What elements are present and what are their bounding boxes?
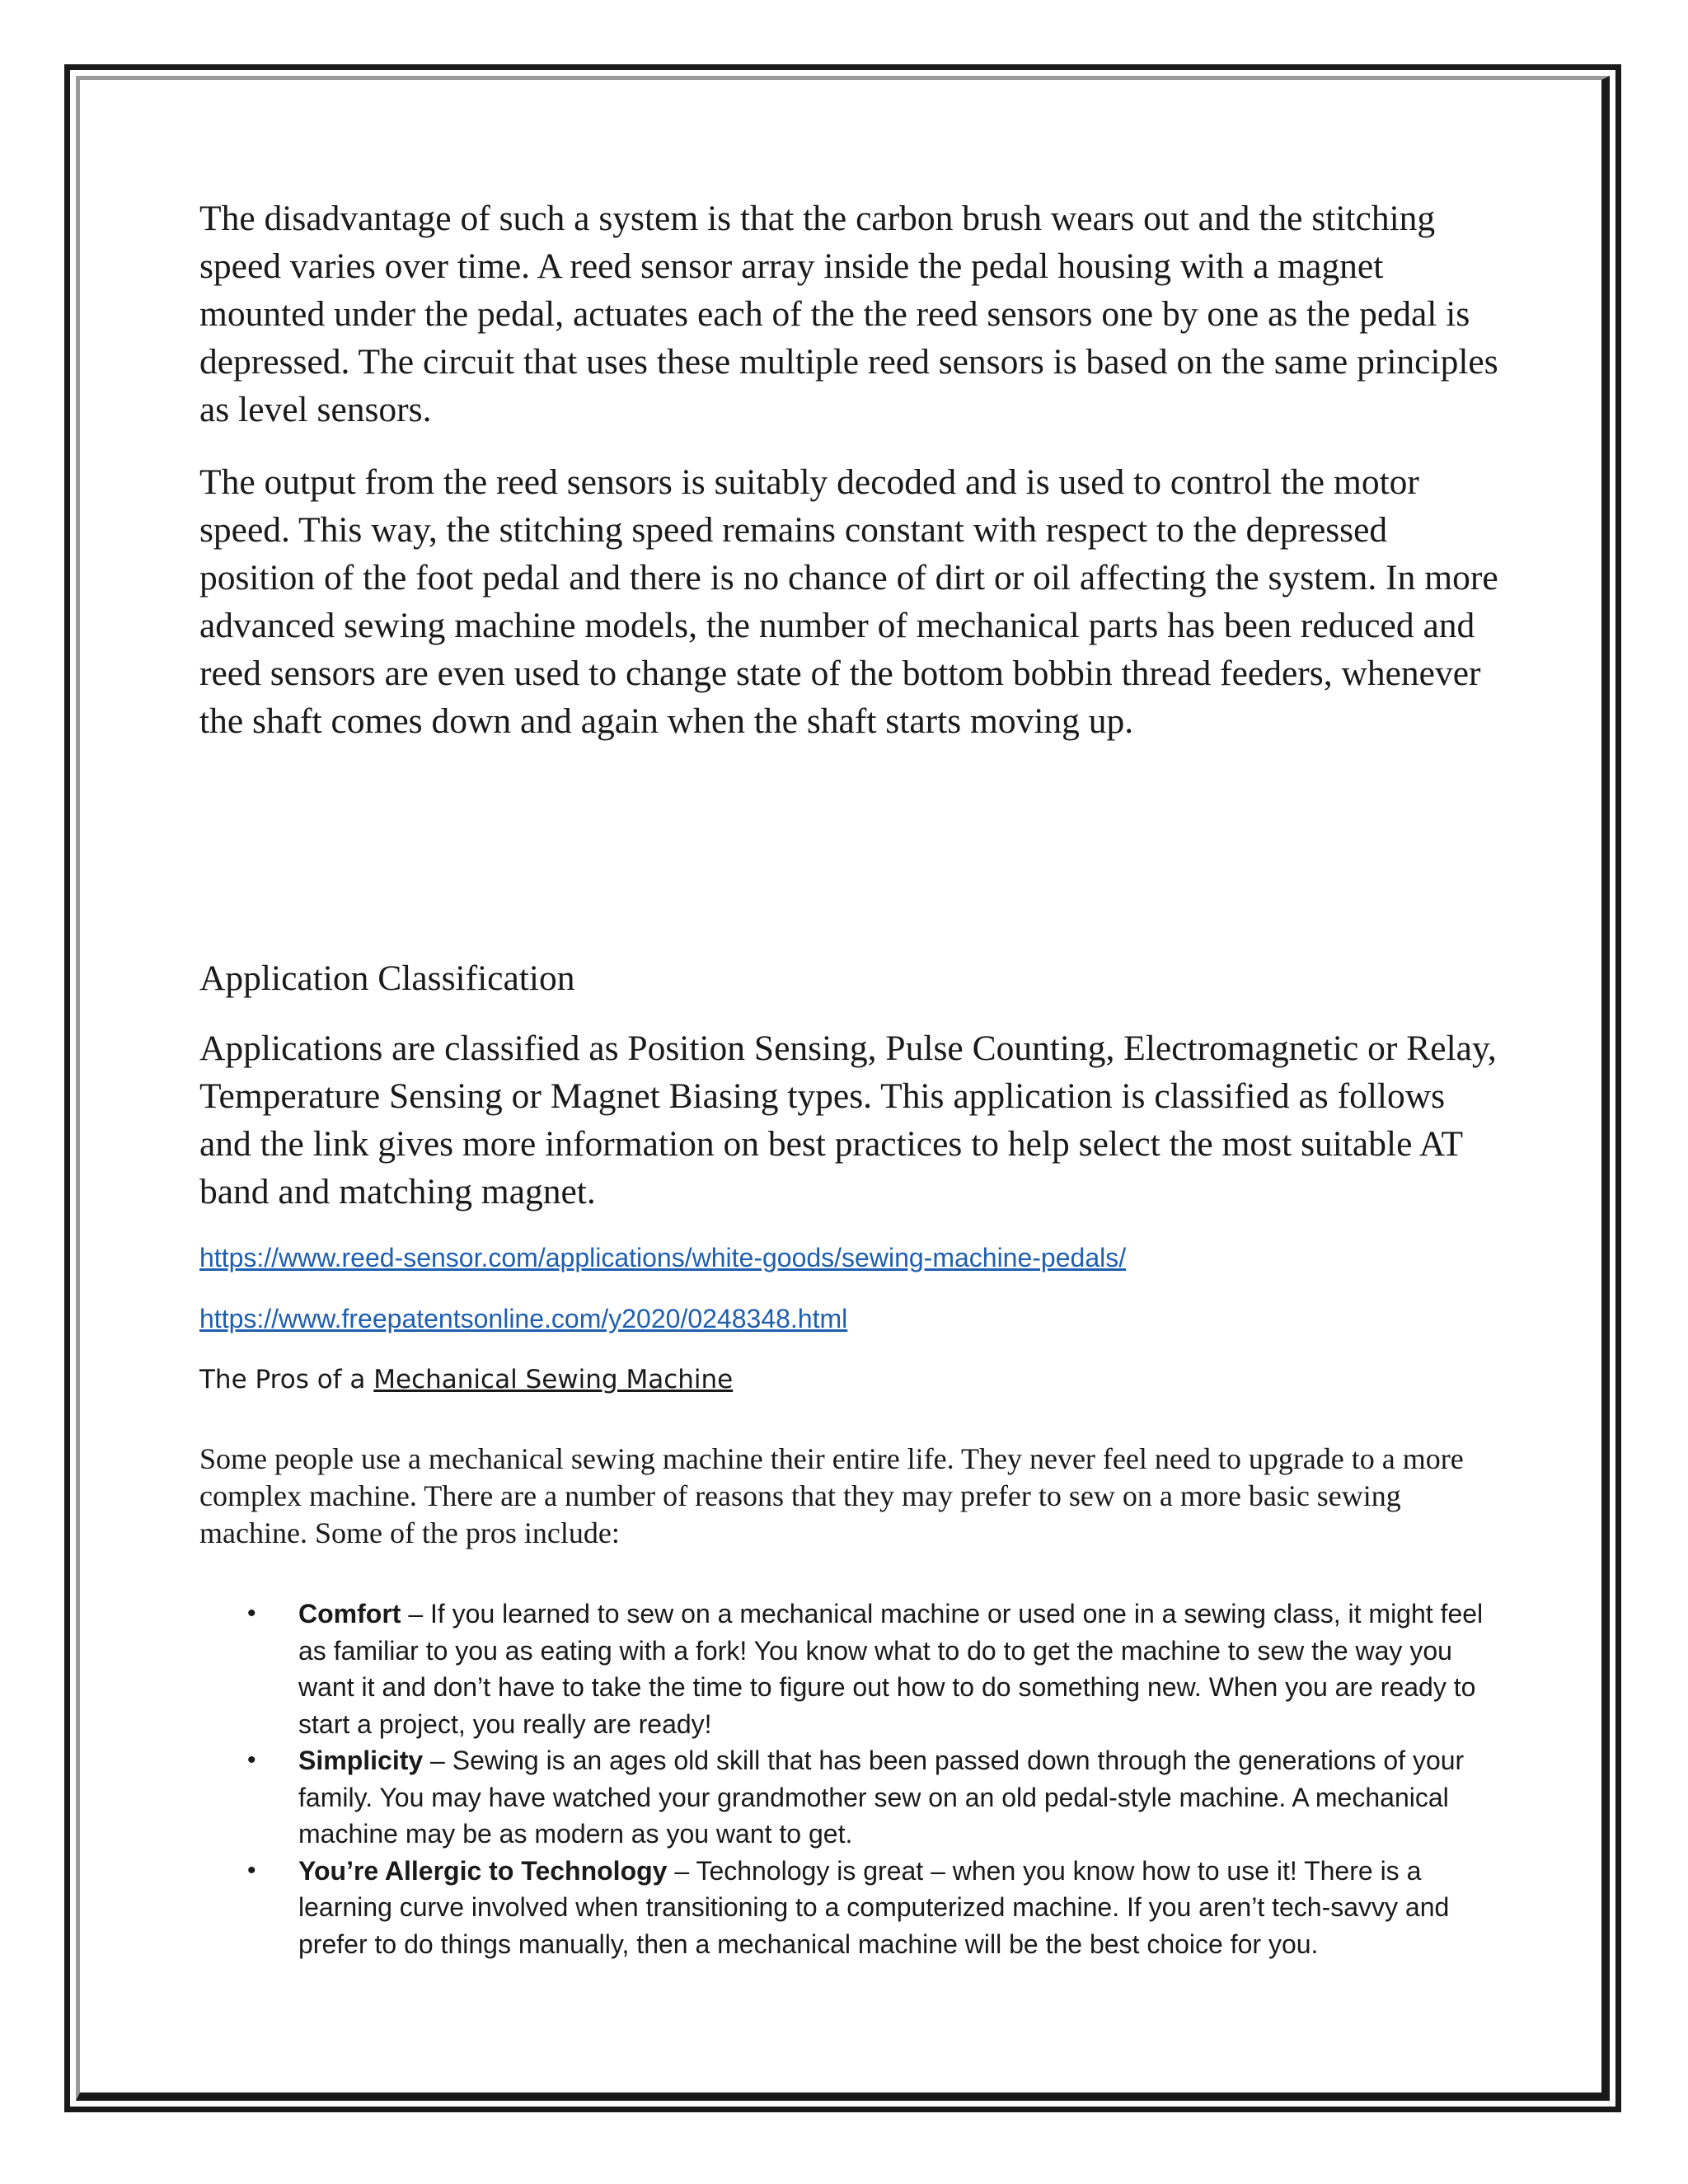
paragraph-reed-output: The output from the reed sensors is suitably decoded and is used to control the motor speed. This way, the stitching speed remains constant with respect to the depressed position of the foot pedal and there is no chance of dirt or oil affecting the system. In more advanced sewing machine models, the number of mechanical parts has been reduced and reed sensors are even used to change state of the bottom bobbin thread feeders, whenever the shaft comes down and again when the shaft starts moving up. <box>199 462 1498 741</box>
paragraph-carbon-brush: The disadvantage of such a system is that the carbon brush wears out and the stitching speed varies over time. A reed sensor array inside the pedal housing with a magnet mounted under the pedal, actuates each of the the reed sensors one by one as the pedal is depressed. The circuit that uses these multiple reed sensors is based on the same principles as level sensors. <box>199 199 1498 429</box>
list-item <box>199 1742 1502 1853</box>
pros-list <box>199 1596 1502 1962</box>
list-item-title: Comfort <box>298 1599 401 1629</box>
bullet-icon: • <box>247 1856 256 1884</box>
paragraph-application-classification: Applications are classified as Position Sensing, Pulse Counting, Electromagnetic or Relay, Temperature Sensing or Magnet Biasing types. This application is classified as follows and the link gives more information on best practices to help select the most suitable AT band and matching magnet. <box>199 1029 1497 1212</box>
bullet-icon: • <box>247 1600 256 1627</box>
list-item-text: – Sewing is an ages old skill that has been passed down through the generations of your family. You may have watched your grandmother sew on an old pedal-style machine. A mechanical machine may be as modern as you want to get. <box>298 1746 1465 1849</box>
link-reed-sensor[interactable]: https://www.reed-sensor.com/applications/white-goods/sewing-machine-pedals/ <box>199 1243 1127 1272</box>
list-item-text: – If you learned to sew on a mechanical machine or used one in a sewing class, it might feel as familiar to you as eating with a fork! You know what to do to get the machine to sew the way you want it and don’t have to take the time to figure out how to do something new. When you are ready to start a project, you really are ready! <box>298 1599 1484 1739</box>
link-freepatents[interactable]: https://www.freepatentsonline.com/y2020/0248348.html <box>199 1304 848 1333</box>
list-item <box>199 1853 1502 1963</box>
bullet-icon: • <box>247 1746 256 1774</box>
list-item-text: – Technology is great – when you know how to use it! There is a learning curve involved when transitioning to a computerized machine. If you aren’t tech-savvy and prefer to do things manually, then a mechanical machine will be the best choice for you. <box>298 1855 1450 1959</box>
paragraph-pros-intro: Some people use a mechanical sewing machine their entire life. They never feel need to upgrade to a more complex machine. There are a number of reasons that they may prefer to sew on a more basic sewing machine. Some of the pros include: <box>199 1442 1464 1549</box>
list-item <box>199 1596 1502 1742</box>
list-item-title: You’re Allergic to Technology <box>298 1855 668 1886</box>
pros-heading-prefix: The Pros of a <box>199 1365 374 1394</box>
pros-heading <box>199 1363 733 1396</box>
pros-heading-link[interactable]: Mechanical Sewing Machine <box>373 1365 734 1394</box>
section-heading-application: Application Classification <box>199 958 575 998</box>
list-item-title: Simplicity <box>298 1746 424 1775</box>
